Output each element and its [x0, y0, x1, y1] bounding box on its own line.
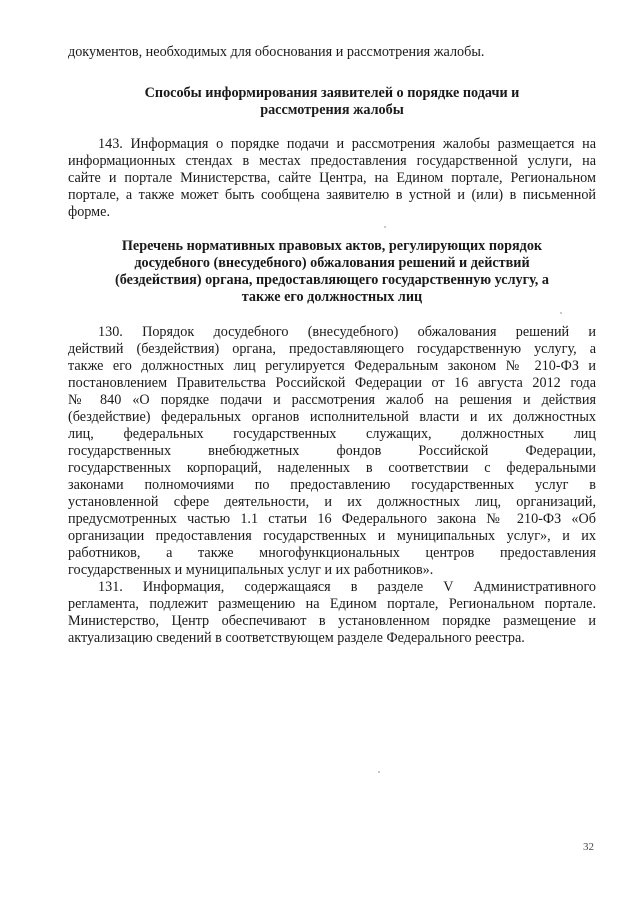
text-line: (бездействие) федеральных органов исполнительной власти и их должностных [68, 409, 596, 425]
text-line: 131. Информация, содержащаяся в разделе V Административного [98, 579, 596, 595]
text-line: лиц, федеральных государственных служащих, должностных лиц [68, 426, 596, 442]
text-line: портале, а также может быть сообщена заявителю в устной и (или) в письменной [68, 187, 596, 203]
text-line: работников, а также многофункциональных центров предоставления [68, 545, 596, 561]
scan-speck [560, 312, 562, 314]
text-line: № 840 «О порядке подачи и рассмотрения жалоб на решения и действия [68, 392, 596, 408]
text-line: законами полномочиями по предоставлению государственных услуг в [68, 477, 596, 493]
section-heading-line: досудебного (внесудебного) обжалования решений и действий [134, 255, 530, 271]
text-line: также его должностных лиц регулируется Федеральным законом № 210-ФЗ и [68, 358, 596, 374]
text-line: государственных внебюджетных фондов Российской Федерации, [68, 443, 596, 459]
text-line: предусмотренных частью 1.1 статьи 16 Федерального закона № 210-ФЗ «Об [68, 511, 596, 527]
section-heading-line: (бездействия) органа, предоставляющего государственную услугу, а [115, 272, 549, 288]
section-heading-line: также его должностных лиц [241, 289, 423, 305]
text-line: 130. Порядок досудебного (внесудебного) обжалования решений и [98, 324, 596, 340]
section-heading-line: Перечень нормативных правовых актов, регулирующих порядок [121, 238, 543, 254]
text-line: документов, необходимых для обоснования и рассмотрения жалобы. [68, 44, 485, 60]
text-line: Министерство, Центр обеспечивают в установленном порядке размещение и [68, 613, 596, 629]
text-line: 143. Информация о порядке подачи и рассмотрения жалобы размещается на [98, 136, 596, 152]
text-line: актуализацию сведений в соответствующем разделе Федерального реестра. [68, 630, 525, 646]
text-line: организации предоставления государственных и муниципальных услуг», и их [68, 528, 596, 544]
text-line: сайте и портале Министерства, сайте Центра, на Едином портале, Региональном [68, 170, 596, 186]
text-line: государственных и муниципальных услуг и их работников». [68, 562, 434, 578]
text-line: установленной сфере деятельности, и их должностных лиц, организаций, [68, 494, 596, 510]
scan-speck [378, 771, 380, 773]
text-line: форме. [68, 204, 110, 220]
scan-speck [384, 226, 386, 228]
text-line: регламента, подлежит размещению на Едином портале, Региональном портале. [68, 596, 596, 612]
section-heading-line: Способы информирования заявителей о порядке подачи и [144, 85, 520, 101]
page-number: 32 [583, 841, 594, 853]
text-line: информационных стендах в местах предоставления государственной услуги, на [68, 153, 596, 169]
text-line: действий (бездействия) органа, предоставляющего государственную услугу, а [68, 341, 596, 357]
text-line: постановлением Правительства Российской Федерации от 16 августа 2012 года [68, 375, 596, 391]
text-line: государственных корпораций, наделенных в соответствии с федеральными [68, 460, 596, 476]
section-heading-line: рассмотрения жалобы [260, 102, 404, 118]
